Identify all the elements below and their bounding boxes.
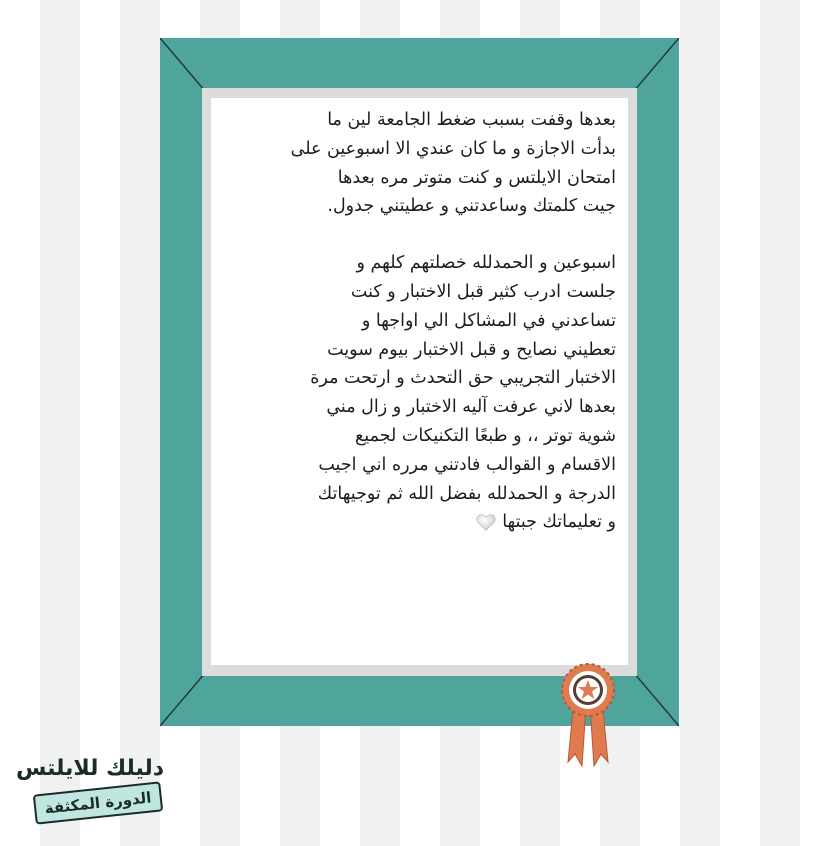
testimonial-paragraph-2-text: اسبوعين و الحمدلله خصلتهم كلهم و جلست ادرب كثير قبل الاختبار و كنت تساعدني في المشاكل الي اواجها و تعطيني نصايح و قبل الاختبار بيوم سويت الاختبار التجريبي حق التحدث و ارتحت مرة بعدها لاني عرفت آليه الاختبار و زال مني شوية توتر ،، و طبعًا التكنيكات لجميع الاقسام و القوالب فادتني مرره اني اجيب الدرجة و الحمدلله بفضل الله ثم توجيهاتك و تعليماتك جبتها — [310, 253, 616, 533]
frame-mat — [202, 88, 637, 676]
testimonial-paper — [211, 98, 628, 665]
logo-subtitle: الدورة المكثفة — [43, 788, 153, 818]
brand-logo — [16, 756, 168, 832]
logo-subtitle-band — [33, 781, 163, 824]
logo-title: دليلك للايلتس — [16, 756, 164, 781]
star-rosette-ribbon-icon — [560, 662, 616, 770]
picture-frame — [160, 38, 679, 726]
testimonial-paragraph-2 — [223, 249, 616, 537]
white-heart-icon — [476, 512, 496, 532]
testimonial-paragraph-1: بعدها وقفت بسبب ضغط الجامعة لين ما بدأت الاجازة و ما كان عندي الا اسبوعين على امتحان الايلتس و كنت متوتر مره بعدها جيت كلمتك وساعدتني و عطيتني جدول. — [290, 110, 616, 217]
